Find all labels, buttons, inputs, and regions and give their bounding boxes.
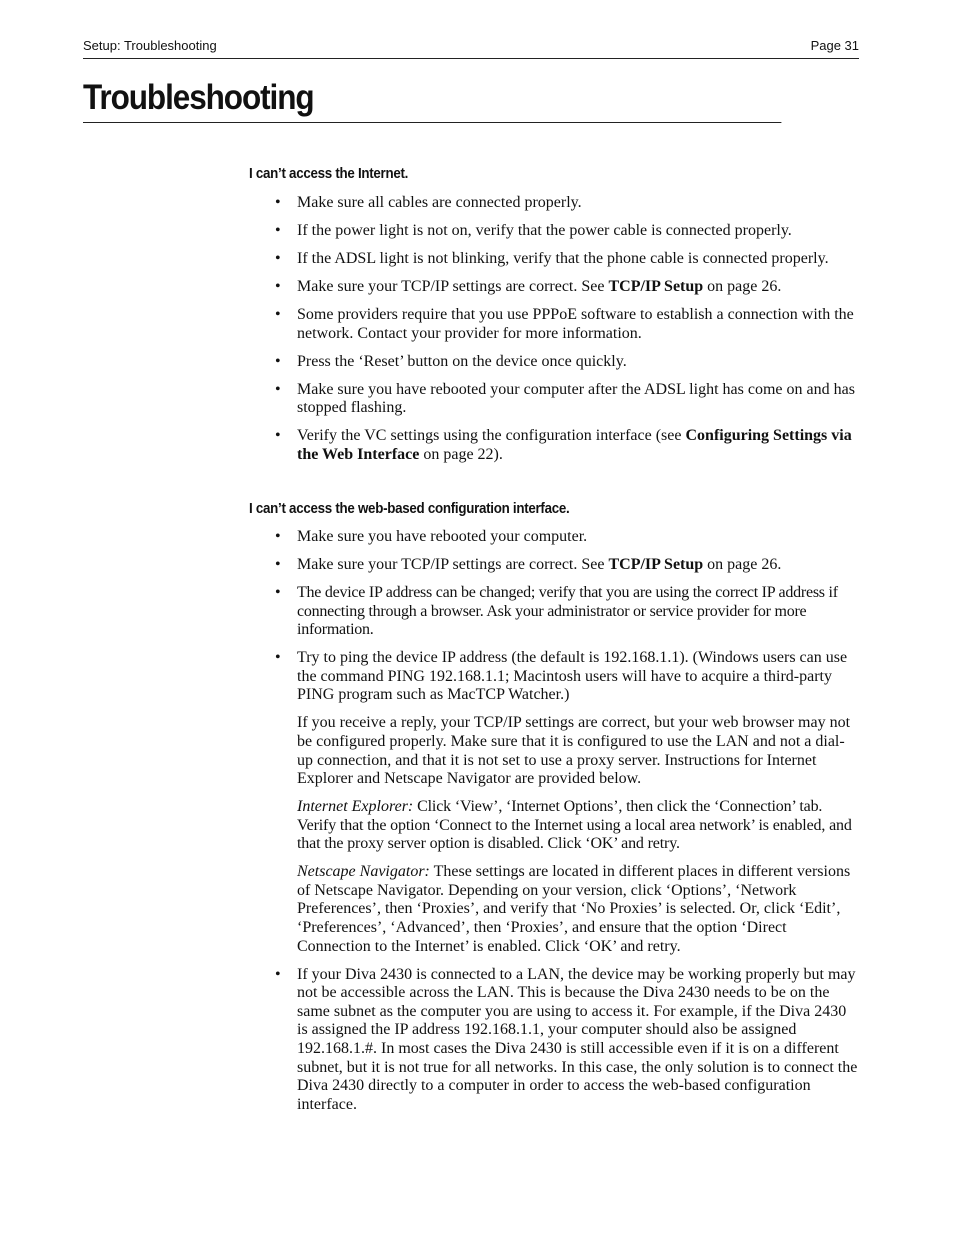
bullet-icon: •: [275, 249, 281, 267]
list-item-text: Verify the VC settings using the configuration interface (see: [297, 427, 686, 445]
web-config-troubleshooting-list: [275, 528, 859, 1124]
bullet-icon: •: [275, 380, 281, 398]
bullet-icon: •: [275, 583, 281, 601]
cross-reference-tcpip-setup: TCP/IP Setup: [608, 277, 704, 295]
section-heading-web-config: I can’t access the web-based configuration interface.: [249, 501, 570, 517]
cross-reference-tcpip-setup: TCP/IP Setup: [608, 555, 704, 573]
ping-reply-paragraph: If you receive a reply, your TCP/IP settings are correct, but your web browser may not be configured properly. Make sure that it is configured to use the LAN and not a dial-up connection, and that it is not set to use a proxy server. Instructions for Internet Explorer and Netscape Navigator are provided below.: [297, 714, 851, 788]
list-item-text: If your Diva 2430 is connected to a LAN, the device may be working properly but may not be accessible across the LAN. This is because the Diva 2430 needs to be on the same subnet as the computer you are using to access it. For example, if the Diva 2430 is assigned the IP address 192.168.1.1, your computer should also be assigned 192.168.1.#. In most cases the Diva 2430 is still accessible even if it is on a different subnet, but it is not true for all networks. In this case, the only solution is to connect the Diva 2430 directly to a computer in order to access the web-based configuration interface.: [297, 965, 858, 1113]
page-title: Troubleshooting: [83, 76, 781, 123]
header-page-number: Page 31: [810, 38, 859, 53]
section-heading-internet: I can’t access the Internet.: [249, 166, 409, 182]
bullet-icon: •: [275, 194, 281, 211]
bullet-icon: •: [275, 305, 281, 323]
list-item: [275, 222, 859, 241]
netscape-navigator-paragraph: [297, 863, 859, 956]
internet-explorer-paragraph: [297, 798, 859, 854]
cross-reference-configuring-settings: Configuring Settings via the Web Interface: [297, 427, 852, 463]
list-item: [275, 306, 859, 343]
list-item-text: Make sure your TCP/IP settings are correct. See: [297, 555, 609, 573]
internet-explorer-label: Internet Explorer:: [297, 798, 414, 816]
bullet-icon: •: [275, 221, 281, 239]
bullet-icon: •: [275, 965, 281, 983]
netscape-navigator-text: These settings are located in different places in different versions of Netscape Navigator. Depending on your version, click ‘Options’, ‘Network Preferences’, then ‘Proxies’, and verify that ‘No Proxies’ is selected. Or, click ‘Edit’, ‘Preferences’, ‘Advanced’, then ‘Proxies’, and ensure that the option ‘Direct Connection to the Internet’ is enabled. Click ‘OK’ and retry.: [297, 863, 851, 955]
list-item-text: The device IP address can be changed; verify that you are using the correct IP address if connecting through a browser. Ask your administrator or service provider for more information.: [297, 583, 838, 639]
list-item: [275, 353, 859, 372]
list-item-text: Make sure you have rebooted your computer after the ADSL light has come on and has stopped flashing.: [297, 380, 855, 417]
internet-troubleshooting-list: [275, 194, 859, 474]
internet-explorer-text: Click ‘View’, ‘Internet Options’, then click the ‘Connection’ tab. Verify that the option ‘Connect to the Internet using a local area network’ is enabled, and that the proxy server option is disabled. Click ‘OK’ and retry.: [297, 798, 852, 853]
list-item-text: on page 26.: [703, 555, 782, 573]
bullet-icon: •: [275, 528, 281, 545]
list-item-text: Some providers require that you use PPPoE software to establish a connection with the network. Contact your provider for more information.: [297, 305, 854, 342]
header-section-label: Setup: Troubleshooting: [83, 38, 217, 53]
netscape-navigator-label: Netscape Navigator:: [297, 863, 430, 881]
list-item: [275, 381, 859, 418]
list-item: [275, 250, 859, 269]
list-item: [275, 528, 859, 547]
list-item: [275, 194, 859, 213]
page-header: [83, 38, 859, 59]
list-item-text: Make sure all cables are connected properly.: [297, 194, 582, 211]
list-item-text: Make sure you have rebooted your computer.: [297, 528, 588, 545]
list-item: [275, 278, 859, 297]
list-item: [275, 649, 859, 956]
list-item: [275, 584, 859, 640]
bullet-icon: •: [275, 277, 281, 295]
list-item: [275, 427, 859, 464]
list-item-text: Try to ping the device IP address (the default is 192.168.1.1). (Windows users can use the command PING 192.168.1.1; Macintosh users will have to acquire a third-party PING program such as MacTCP Watcher.): [297, 649, 848, 704]
list-item-text: If the power light is not on, verify that the power cable is connected properly.: [297, 221, 792, 239]
list-item: [275, 966, 859, 1115]
bullet-icon: •: [275, 649, 281, 667]
list-item: [275, 556, 859, 575]
list-item-text: If the ADSL light is not blinking, verify that the phone cable is connected properly.: [297, 249, 829, 267]
bullet-icon: •: [275, 352, 281, 370]
list-item-text: Make sure your TCP/IP settings are correct. See: [297, 277, 609, 295]
list-item-text: on page 22).: [419, 445, 503, 463]
bullet-icon: •: [275, 427, 281, 445]
list-item-text: on page 26.: [703, 277, 782, 295]
list-item-text: Press the ‘Reset’ button on the device once quickly.: [297, 352, 627, 370]
bullet-icon: •: [275, 555, 281, 573]
